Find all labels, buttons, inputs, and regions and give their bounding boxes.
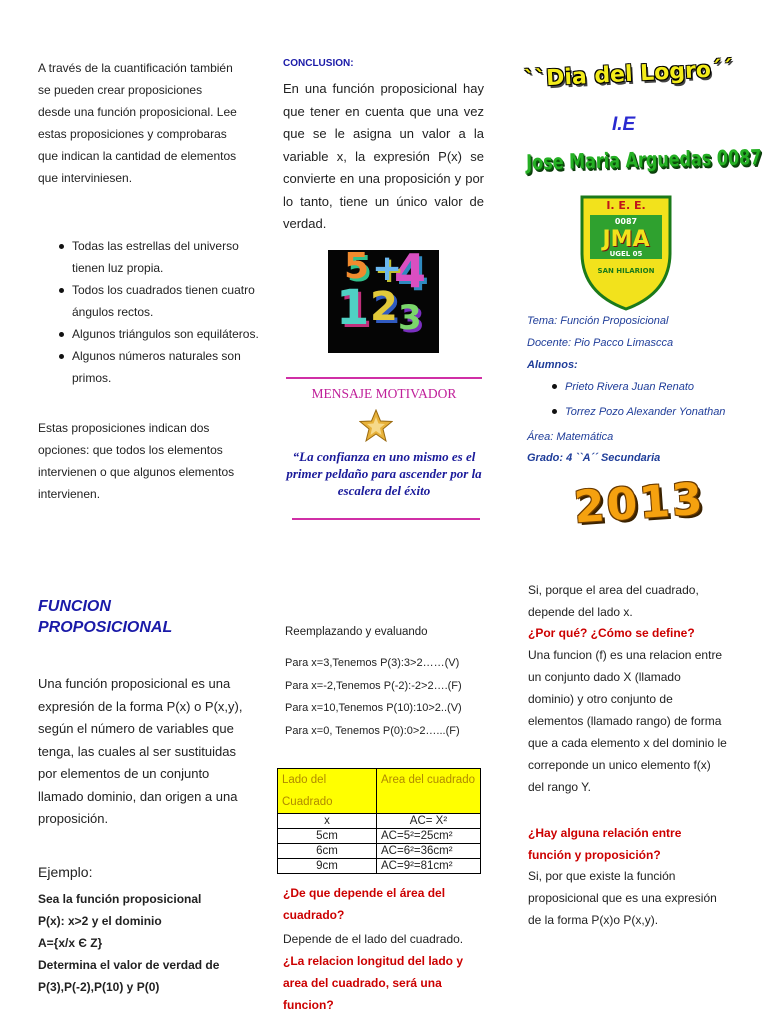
- motivator-title: MENSAJE MOTIVADOR: [311, 386, 457, 401]
- example-line: Sea la función proposicional: [38, 892, 202, 906]
- table-row: [278, 814, 481, 829]
- crest-initials: JMA: [602, 227, 650, 252]
- info-grado: Grado: 4 ``A´´ Secundaria: [527, 452, 661, 464]
- question-area-depends: ¿De que depende el área del cuadrado?: [283, 886, 446, 922]
- info-docente: Docente: Pio Pacco Limascca: [527, 337, 674, 349]
- list-item: Algunos números naturales son primos.: [72, 345, 272, 389]
- evaluation-line: Para x=10,Tenemos P(10):10>2..(V): [285, 702, 462, 714]
- table-header-row: [278, 769, 481, 814]
- question-why: ¿Por qué? ¿Cómo se define?: [528, 626, 695, 640]
- digit: 5: [344, 250, 370, 287]
- school-name: Jose Maria Arguedas 0087: [526, 144, 762, 175]
- divider-line: [292, 518, 480, 520]
- question-relation: ¿Hay alguna relación entre función y proposición?: [528, 826, 682, 862]
- square-area-table: [277, 768, 481, 874]
- evaluation-list: [285, 652, 462, 742]
- closing-paragraph: [38, 417, 238, 505]
- crest-code: 0087: [614, 217, 638, 226]
- table-header: Area del cuadrado: [377, 769, 481, 814]
- table-row: [278, 844, 481, 859]
- digit: 1: [336, 280, 370, 336]
- table-row: [278, 859, 481, 874]
- example-line: P(3),P(-2),P(10) y P(0): [38, 980, 160, 994]
- example-label: Ejemplo:: [38, 864, 93, 880]
- evaluation-line: Para x=3,Tenemos P(3):3>2……(V): [285, 657, 460, 669]
- example-block: [38, 888, 248, 998]
- divider-line: [286, 377, 482, 379]
- list-item: Todos los cuadrados tienen cuatro ángulos rectos.: [72, 279, 272, 323]
- digit: 2: [370, 284, 398, 330]
- digit: 3: [398, 298, 422, 338]
- answer-intro: Si, porque el area del cuadrado, depende del lado x.: [528, 583, 699, 619]
- example-line: P(x): x>2 y el dominio: [38, 914, 162, 928]
- table-header: Lado del Cuadrado: [278, 769, 377, 814]
- evaluation-heading: Reemplazando y evaluando: [285, 626, 428, 638]
- math-numbers-image: [328, 250, 439, 353]
- question-is-function: ¿La relacion longitud del lado y area del cuadrado, será una funcion?: [283, 954, 464, 1012]
- table-cell: AC=5²=25cm²: [377, 829, 481, 844]
- section-title: FUNCION PROPOSICIONAL: [38, 598, 173, 636]
- table-cell: 6cm: [278, 844, 377, 859]
- closing-text: Estas proposiciones indican dos opciones: que todos los elementos intervienen o que algunos elementos intervienen.: [38, 421, 235, 501]
- crest-district: SAN HILARION: [597, 267, 655, 275]
- school-crest: [578, 193, 674, 311]
- table-cell: 9cm: [278, 859, 377, 874]
- conclusion-body: En una función proposicional hay que tener en cuenta que una vez que se le asigna un valor a la variable x, la expresión P(x) se convierte en una proposición y por lo tanto, tiene un único valor de verdad.: [283, 81, 484, 231]
- motivator-quote: “La confianza en uno mismo es el primer peldaño para ascender por la escalera del éxito: [286, 449, 482, 498]
- student-list: [531, 375, 768, 425]
- student-name: Prieto Rivera Juan Renato: [565, 375, 768, 400]
- table-row: [278, 829, 481, 844]
- list-item: Algunos triángulos son equiláteros.: [72, 323, 272, 345]
- table-cell: 5cm: [278, 829, 377, 844]
- relation-answer: Si, por que existe la función proposicional que es una expresión de la forma P(x)o P(x,y).: [528, 869, 717, 927]
- conclusion-heading: CONCLUSION:: [283, 58, 354, 69]
- quantifier-list: [38, 235, 272, 389]
- intro-paragraph: [38, 57, 238, 189]
- info-area: Área: Matemática: [527, 431, 614, 443]
- example-line: A={x/x Є Z}: [38, 936, 103, 950]
- crest-ugel: UGEL 05: [609, 250, 643, 258]
- digit: +: [372, 250, 403, 289]
- table-cell: x: [278, 814, 377, 829]
- evaluation-line: Para x=0, Tenemos P(0):0>2…...(F): [285, 724, 460, 737]
- ie-label: I.E: [612, 114, 636, 135]
- table-cell: AC= X²: [377, 814, 481, 829]
- evaluation-line: Para x=-2,Tenemos P(-2):-2>2….(F): [285, 679, 462, 692]
- definition-paragraph: Una función proposicional es una expresión de la forma P(x) o P(x,y), según el número de variables que tenga, las cuales al ser sustituidas por elementos de un conjunto llamado dominio, dan origen a una proposición.: [38, 676, 243, 826]
- student-name: Torrez Pozo Alexander Yonathan: [565, 400, 768, 425]
- year-wordart: 2013: [572, 473, 707, 534]
- function-definition: Una funcion (f) es una relacion entre un conjunto dado X (llamado dominio) y otro conjunto de elementos (llamado rango) de forma que a cada elemento x del dominio le correponde un unico elemento f(x) del rango Y.: [528, 648, 727, 794]
- crest-top: I. E. E.: [606, 199, 646, 212]
- star-icon: [359, 409, 393, 443]
- info-tema: Tema: Función Proposicional: [527, 315, 669, 327]
- example-line: Determina el valor de verdad de: [38, 958, 220, 972]
- list-item: Todas las estrellas del universo tienen luz propia.: [72, 235, 272, 279]
- answer-area-depends: Depende de el lado del cuadrado.: [283, 932, 464, 946]
- headline-wordart: ``Dia del Logro´´: [523, 56, 734, 93]
- table-cell: AC=6²=36cm²: [377, 844, 481, 859]
- table-cell: AC=9²=81cm²: [377, 859, 481, 874]
- digit: 4: [394, 250, 427, 298]
- info-alumnos-label: Alumnos:: [527, 359, 578, 371]
- intro-text: A través de la cuantificación también se pueden crear proposiciones desde una función proposicional. Lee estas proposiciones y comprobaras que indican la cantidad de elementos que interviniesen.: [38, 61, 237, 185]
